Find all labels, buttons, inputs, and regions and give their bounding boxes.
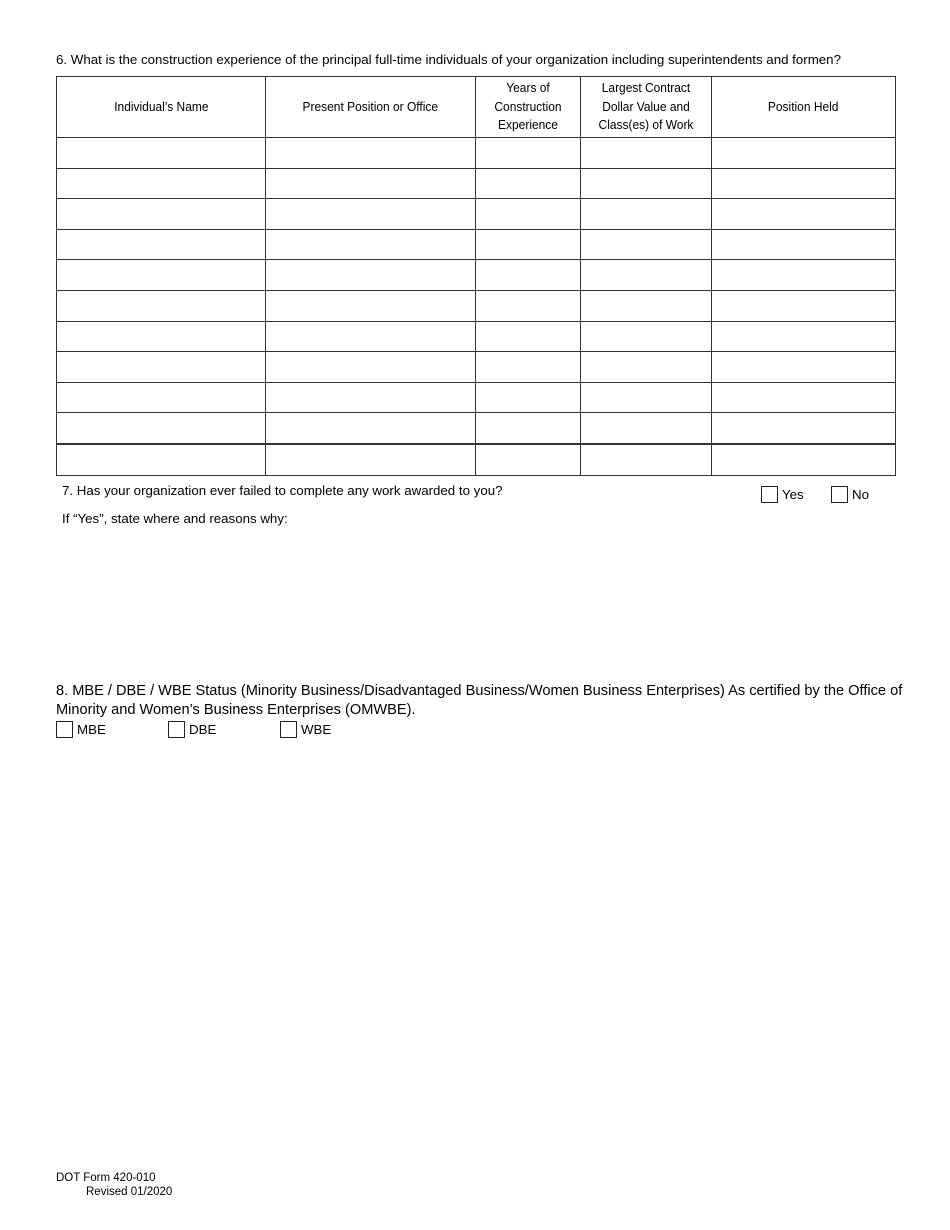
table-cell-input[interactable] [57, 229, 266, 260]
mbe-option[interactable] [56, 721, 106, 738]
table-row [57, 260, 896, 291]
yes-label: Yes [782, 487, 804, 502]
dbe-option[interactable] [168, 721, 216, 738]
no-label: No [852, 487, 869, 502]
table-cell-input[interactable] [476, 290, 581, 321]
no-checkbox[interactable] [831, 486, 848, 503]
form-footer [56, 1171, 172, 1199]
table-cell-input[interactable] [712, 260, 896, 291]
table-row [57, 413, 896, 444]
column-header-largest-contract: Largest Contract Dollar Value and Class(es) of Work [581, 77, 712, 138]
table-cell-input[interactable] [266, 168, 476, 199]
table-cell-input[interactable] [476, 444, 581, 475]
table-cell-input[interactable] [712, 382, 896, 413]
table-cell-input[interactable] [57, 138, 266, 169]
table-cell-input[interactable] [581, 229, 712, 260]
experience-table [56, 76, 896, 476]
table-cell-input[interactable] [712, 321, 896, 352]
table-cell-input[interactable] [266, 444, 476, 475]
experience-table-body [57, 138, 896, 476]
table-cell-input[interactable] [57, 444, 266, 475]
table-cell-input[interactable] [476, 413, 581, 444]
column-header-name: Individual’s Name [57, 77, 266, 138]
wbe-label: WBE [301, 722, 332, 737]
table-cell-input[interactable] [712, 444, 896, 475]
table-cell-input[interactable] [266, 352, 476, 383]
question-8-text: 8. MBE / DBE / WBE Status (Minority Business/Disadvantaged Business/Women Business Enterprises) As certified by the Office of Minority and Women’s Business Enterprises (OMWBE). [56, 683, 903, 718]
table-cell-input[interactable] [712, 168, 896, 199]
table-cell-input[interactable] [712, 229, 896, 260]
table-cell-input[interactable] [57, 321, 266, 352]
table-cell-input[interactable] [57, 413, 266, 444]
table-cell-input[interactable] [712, 413, 896, 444]
table-cell-input[interactable] [266, 229, 476, 260]
table-cell-input[interactable] [476, 260, 581, 291]
table-cell-input[interactable] [476, 382, 581, 413]
table-cell-input[interactable] [266, 382, 476, 413]
table-cell-input[interactable] [581, 352, 712, 383]
column-header-years: Years of Construction Experience [476, 77, 581, 138]
table-cell-input[interactable] [57, 352, 266, 383]
table-cell-input[interactable] [581, 199, 712, 230]
form-number: DOT Form 420-010 [56, 1172, 156, 1184]
form-revision: Revised 01/2020 [86, 1186, 173, 1198]
table-row [57, 290, 896, 321]
question-7-text: 7. Has your organization ever failed to complete any work awarded to you? [62, 483, 503, 498]
table-cell-input[interactable] [581, 138, 712, 169]
table-cell-input[interactable] [712, 290, 896, 321]
table-cell-input[interactable] [581, 168, 712, 199]
table-cell-input[interactable] [712, 138, 896, 169]
table-row [57, 199, 896, 230]
table-cell-input[interactable] [57, 199, 266, 230]
table-header-row [57, 77, 896, 138]
dbe-label: DBE [189, 722, 217, 737]
table-cell-input[interactable] [57, 290, 266, 321]
table-row [57, 382, 896, 413]
table-row [57, 229, 896, 260]
dbe-checkbox[interactable] [168, 721, 185, 738]
table-cell-input[interactable] [476, 168, 581, 199]
table-cell-input[interactable] [266, 260, 476, 291]
table-cell-input[interactable] [266, 290, 476, 321]
question-7-followup: If “Yes”, state where and reasons why: [62, 511, 288, 526]
table-cell-input[interactable] [266, 199, 476, 230]
table-cell-input[interactable] [476, 199, 581, 230]
table-cell-input[interactable] [266, 413, 476, 444]
table-cell-input[interactable] [581, 413, 712, 444]
no-option[interactable] [831, 486, 869, 503]
question-6-text: 6. What is the construction experience of the principal full-time individuals of your organization including superintendents and formen? [56, 52, 841, 67]
table-cell-input[interactable] [581, 260, 712, 291]
table-cell-input[interactable] [476, 138, 581, 169]
table-row [57, 444, 896, 475]
column-header-position-held: Position Held [712, 77, 896, 138]
table-cell-input[interactable] [476, 229, 581, 260]
table-cell-input[interactable] [476, 321, 581, 352]
table-cell-input[interactable] [266, 138, 476, 169]
mbe-checkbox[interactable] [56, 721, 73, 738]
table-cell-input[interactable] [266, 321, 476, 352]
table-row [57, 321, 896, 352]
wbe-option[interactable] [280, 721, 331, 738]
column-header-position: Present Position or Office [266, 77, 476, 138]
table-cell-input[interactable] [581, 382, 712, 413]
table-cell-input[interactable] [57, 382, 266, 413]
table-cell-input[interactable] [581, 321, 712, 352]
mbe-label: MBE [77, 722, 106, 737]
yes-checkbox[interactable] [761, 486, 778, 503]
wbe-checkbox[interactable] [280, 721, 297, 738]
table-cell-input[interactable] [57, 260, 266, 291]
table-cell-input[interactable] [581, 444, 712, 475]
yes-option[interactable] [761, 486, 804, 503]
table-cell-input[interactable] [581, 290, 712, 321]
table-cell-input[interactable] [476, 352, 581, 383]
table-cell-input[interactable] [712, 352, 896, 383]
table-row [57, 352, 896, 383]
table-row [57, 168, 896, 199]
table-row [57, 138, 896, 169]
table-cell-input[interactable] [712, 199, 896, 230]
table-cell-input[interactable] [57, 168, 266, 199]
